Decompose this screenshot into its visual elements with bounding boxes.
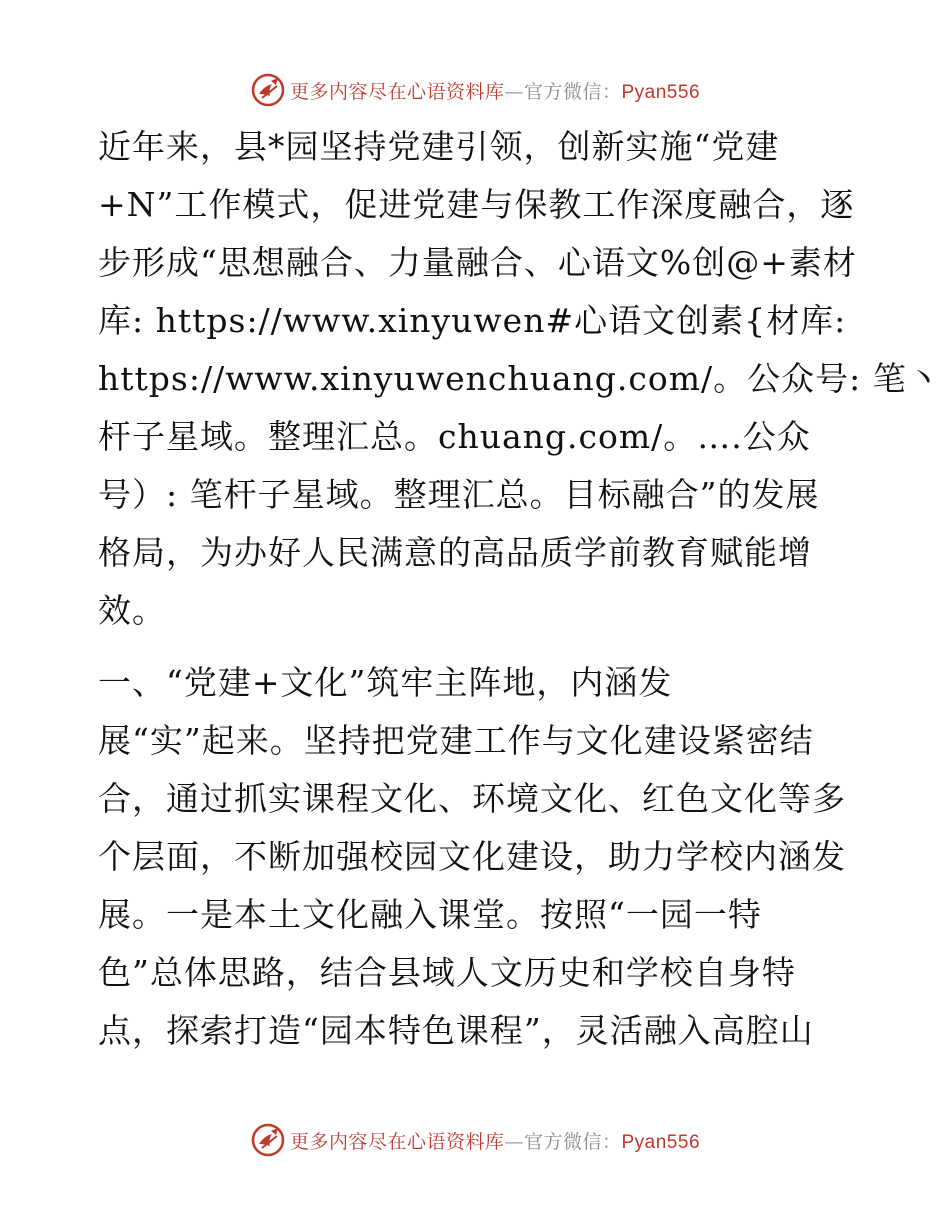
text-line: 步形成“思想融合、力量融合、心语文%创@+素材 [98, 243, 857, 282]
header-banner [0, 68, 950, 112]
banner-label: 官方微信： [523, 80, 622, 103]
banner-text [290, 77, 700, 104]
banner-separator: — [504, 1130, 524, 1153]
document-body [98, 118, 941, 1060]
footer-banner [0, 1118, 950, 1162]
text-line: 号）: 笔杆子星域。整理汇总。目标融合”的发展 [98, 475, 820, 514]
text-line: 杆子星域。整理汇总。chuang.com/。….公众 [98, 417, 811, 456]
banner-separator: — [504, 80, 524, 103]
text-line: https://www.xinyuwenchuang.com/。公众号: 笔丶 [98, 359, 941, 398]
text-line: 展“实”起来。坚持把党建工作与文化建设紧密结 [98, 721, 814, 760]
book-pen-logo-icon [250, 72, 286, 108]
text-line: 格局，为办好人民满意的高品质学前教育赋能增 [98, 533, 812, 572]
banner-main: 更多内容尽在心语资料库 [289, 80, 505, 103]
text-line: 合，通过抓实课程文化、环境文化、红色文化等多 [98, 779, 846, 818]
banner-text [290, 1127, 700, 1154]
banner-main: 更多内容尽在心语资料库 [289, 1130, 505, 1153]
banner-wechat-id: Pyan556 [621, 1131, 701, 1153]
text-line: 展。一是本土文化融入课堂。按照“一园一特 [98, 895, 762, 934]
text-line: 个层面，不断加强校园文化建设，助力学校内涵发 [98, 837, 846, 876]
text-line: 效。 [98, 591, 166, 630]
section-heading-line: 一、“党建+文化”筑牢主阵地，内涵发 [98, 663, 673, 702]
text-line: 点，探索打造“园本特色课程”，灵活融入高腔山 [98, 1011, 814, 1050]
paragraph-section-one [98, 654, 854, 1060]
text-line: 色”总体思路，结合县域人文历史和学校自身特 [98, 953, 796, 992]
text-line: 库: https://www.xinyuwen#心语文创素{材库: [98, 301, 847, 340]
banner-label: 官方微信： [523, 1130, 622, 1153]
text-line: 近年来，县*园坚持党建引领，创新实施“党建 [98, 127, 780, 166]
paragraph-spacer [98, 640, 854, 654]
book-pen-logo-icon [250, 1122, 286, 1158]
banner-wechat-id: Pyan556 [621, 81, 701, 103]
paragraph-intro [98, 118, 941, 640]
text-line: +N”工作模式，促进党建与保教工作深度融合，逐 [98, 185, 855, 224]
